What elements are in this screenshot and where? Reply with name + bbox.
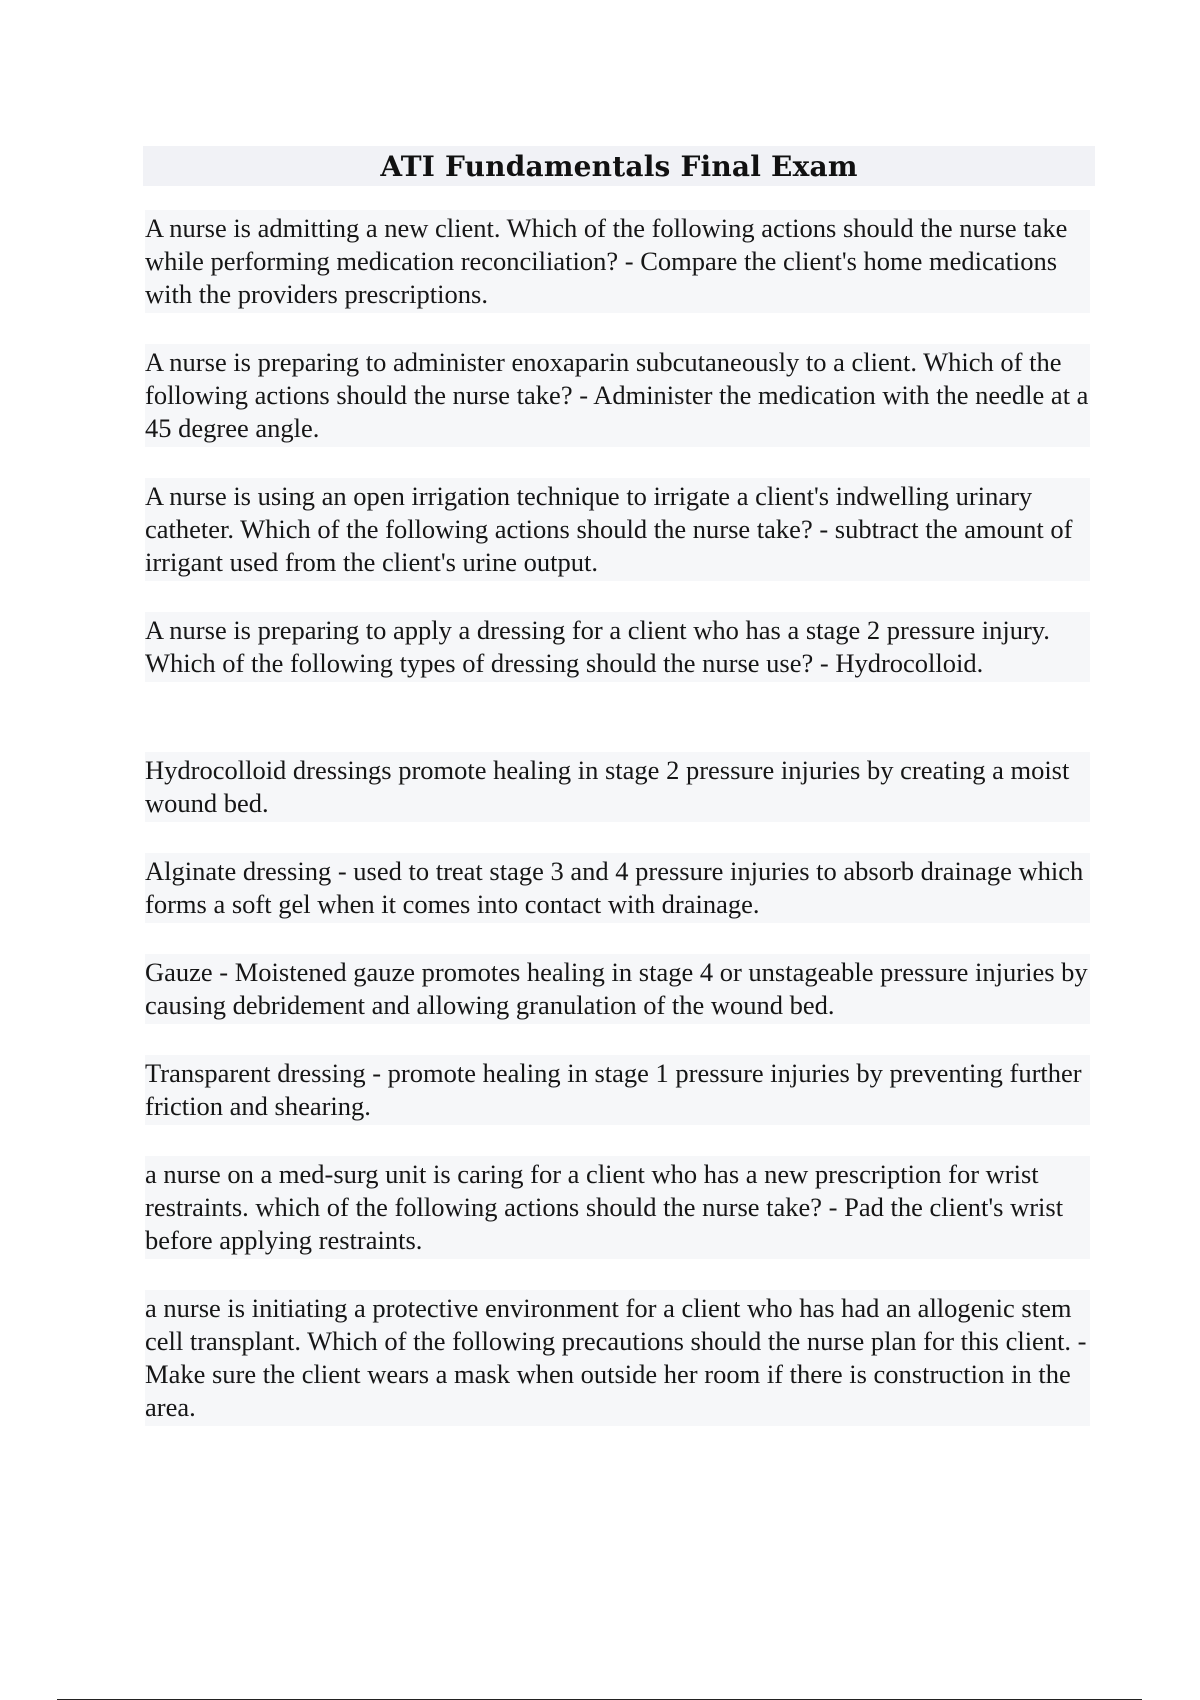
paragraph-hydrocolloid-note: Hydrocolloid dressings promote healing in stage 2 pressure injuries by creating a moist wound bed. (145, 752, 1090, 822)
title-bar (143, 146, 1095, 186)
paragraph-q5: a nurse on a med-surg unit is caring for a client who has a new prescription for wrist restraints. which of the following actions should the nurse take? - Pad the client's wrist before applying restraints. (145, 1156, 1090, 1259)
paragraph-q6: a nurse is initiating a protective environment for a client who has had an allogenic stem cell transplant. Which of the following precautions should the nurse plan for this client. - Make sure the client wears a mask when outside her room if there is construction in the area. (145, 1290, 1090, 1426)
paragraph-q2: A nurse is preparing to administer enoxaparin subcutaneously to a client. Which of the following actions should the nurse take? - Administer the medication with the needle at a 45 degree angle. (145, 344, 1090, 447)
paragraph-alginate-note: Alginate dressing - used to treat stage 3 and 4 pressure injuries to absorb drainage which forms a soft gel when it comes into contact with drainage. (145, 853, 1090, 923)
paragraph-transparent-note: Transparent dressing - promote healing in stage 1 pressure injuries by preventing further friction and shearing. (145, 1055, 1090, 1125)
paragraph-gauze-note: Gauze - Moistened gauze promotes healing in stage 4 or unstageable pressure injuries by causing debridement and allowing granulation of the wound bed. (145, 954, 1090, 1024)
paragraph-q4: A nurse is preparing to apply a dressing for a client who has a stage 2 pressure injury. Which of the following types of dressing should the nurse use? - Hydrocolloid. (145, 612, 1090, 682)
paragraph-q1: A nurse is admitting a new client. Which of the following actions should the nurse take while performing medication reconciliation? - Compare the client's home medications with the providers prescriptions. (145, 210, 1090, 313)
page-title: ATI Fundamentals Final Exam (380, 149, 858, 183)
document-body (145, 210, 1090, 1457)
paragraph-q3: A nurse is using an open irrigation technique to irrigate a client's indwelling urinary catheter. Which of the following actions should the nurse take? - subtract the amount of irrigant used from the client's urine output. (145, 478, 1090, 581)
